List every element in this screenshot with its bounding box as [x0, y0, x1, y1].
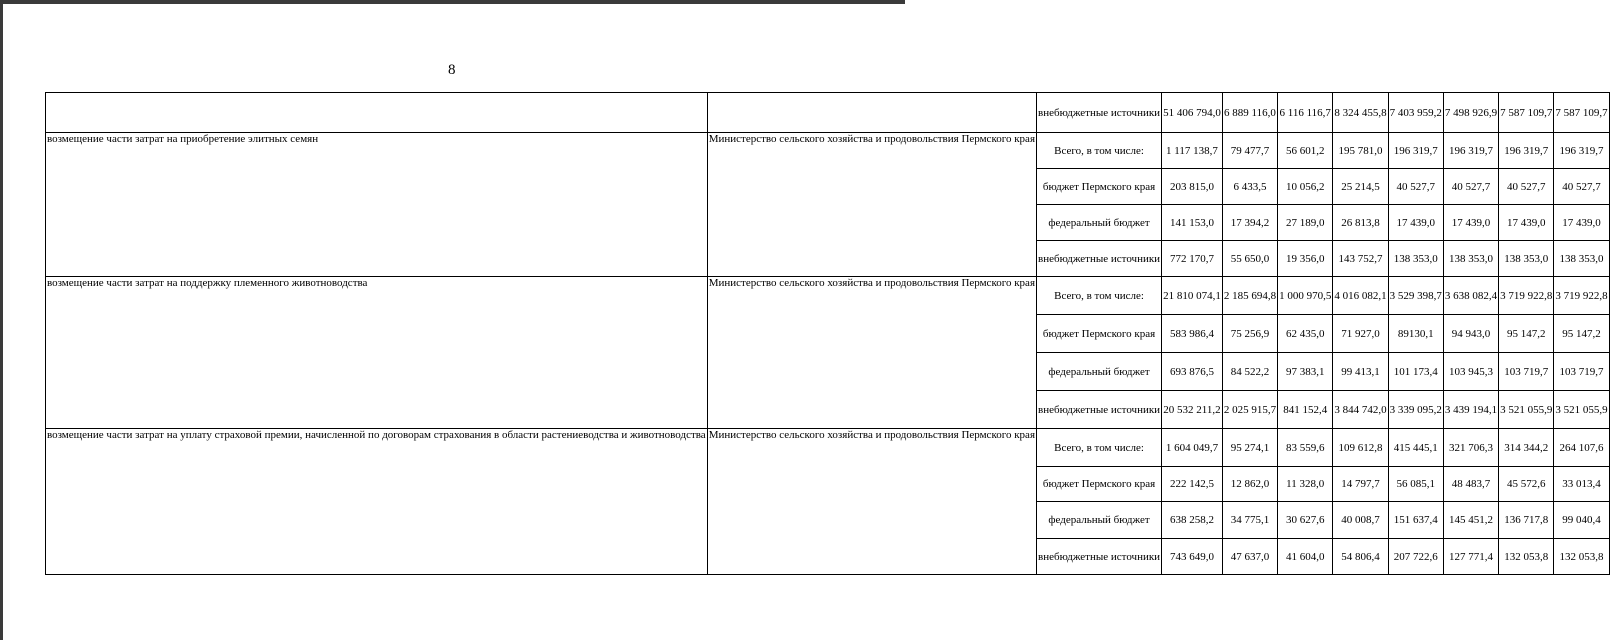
value-cell: 196 319,7 [1554, 133, 1609, 169]
value-cell: 207 722,6 [1388, 539, 1443, 575]
source-cell: бюджет Пермского края [1037, 315, 1162, 353]
source-cell: Всего, в том числе: [1037, 277, 1162, 315]
value-cell: 56 601,2 [1278, 133, 1333, 169]
value-cell: 1 000 970,5 [1278, 277, 1333, 315]
value-cell: 40 527,7 [1499, 169, 1554, 205]
value-cell: 2 025 915,7 [1222, 391, 1277, 429]
value-cell: 17 394,2 [1222, 205, 1277, 241]
value-cell: 103 719,7 [1499, 353, 1554, 391]
description-cell [46, 93, 708, 133]
value-cell: 138 353,0 [1388, 241, 1443, 277]
value-cell: 99 413,1 [1333, 353, 1388, 391]
value-cell: 41 604,0 [1278, 539, 1333, 575]
value-cell: 33 013,4 [1554, 467, 1609, 502]
value-cell: 195 781,0 [1333, 133, 1388, 169]
value-cell: 1 604 049,7 [1162, 429, 1223, 467]
value-cell: 17 439,0 [1499, 205, 1554, 241]
value-cell: 7 403 959,2 [1388, 93, 1443, 133]
value-cell: 17 439,0 [1443, 205, 1498, 241]
value-cell: 3 529 398,7 [1388, 277, 1443, 315]
value-cell: 7 587 109,7 [1554, 93, 1609, 133]
page-frame-left [0, 0, 3, 640]
value-cell: 84 522,2 [1222, 353, 1277, 391]
value-cell: 103 719,7 [1554, 353, 1609, 391]
value-cell: 62 435,0 [1278, 315, 1333, 353]
value-cell: 75 256,9 [1222, 315, 1277, 353]
page-frame-top [0, 0, 905, 4]
value-cell: 71 927,0 [1333, 315, 1388, 353]
value-cell: 138 353,0 [1499, 241, 1554, 277]
value-cell: 55 650,0 [1222, 241, 1277, 277]
value-cell: 10 056,2 [1278, 169, 1333, 205]
description-cell: возмещение части затрат на приобретение элитных семян [46, 133, 708, 277]
table-row [46, 133, 1610, 169]
description-cell: возмещение части затрат на поддержку племенного животноводства [46, 277, 708, 429]
value-cell: 6 889 116,0 [1222, 93, 1277, 133]
value-cell: 3 844 742,0 [1333, 391, 1388, 429]
value-cell: 40 527,7 [1388, 169, 1443, 205]
value-cell: 151 637,4 [1388, 502, 1443, 539]
value-cell: 109 612,8 [1333, 429, 1388, 467]
table-row [46, 93, 1610, 133]
value-cell: 99 040,4 [1554, 502, 1609, 539]
value-cell: 95 274,1 [1222, 429, 1277, 467]
source-cell: внебюджетные источники [1037, 241, 1162, 277]
value-cell: 103 945,3 [1443, 353, 1498, 391]
value-cell: 583 986,4 [1162, 315, 1223, 353]
value-cell: 222 142,5 [1162, 467, 1223, 502]
value-cell: 3 719 922,8 [1499, 277, 1554, 315]
value-cell: 6 116 116,7 [1278, 93, 1333, 133]
table-row [46, 429, 1610, 467]
value-cell: 6 433,5 [1222, 169, 1277, 205]
ministry-cell: Министерство сельского хозяйства и продовольствия Пермского края [707, 277, 1036, 429]
value-cell: 3 719 922,8 [1554, 277, 1609, 315]
value-cell: 95 147,2 [1499, 315, 1554, 353]
value-cell: 56 085,1 [1388, 467, 1443, 502]
ministry-cell: Министерство сельского хозяйства и продовольствия Пермского края [707, 133, 1036, 277]
value-cell: 3 521 055,9 [1554, 391, 1609, 429]
value-cell: 321 706,3 [1443, 429, 1498, 467]
value-cell: 772 170,7 [1162, 241, 1223, 277]
source-cell: Всего, в том числе: [1037, 429, 1162, 467]
value-cell: 145 451,2 [1443, 502, 1498, 539]
value-cell: 26 813,8 [1333, 205, 1388, 241]
value-cell: 40 008,7 [1333, 502, 1388, 539]
value-cell: 136 717,8 [1499, 502, 1554, 539]
value-cell: 11 328,0 [1278, 467, 1333, 502]
value-cell: 264 107,6 [1554, 429, 1609, 467]
value-cell: 3 439 194,1 [1443, 391, 1498, 429]
source-cell: внебюджетные источники [1037, 391, 1162, 429]
value-cell: 2 185 694,8 [1222, 277, 1277, 315]
value-cell: 17 439,0 [1554, 205, 1609, 241]
value-cell: 25 214,5 [1333, 169, 1388, 205]
value-cell: 203 815,0 [1162, 169, 1223, 205]
value-cell: 143 752,7 [1333, 241, 1388, 277]
value-cell: 94 943,0 [1443, 315, 1498, 353]
value-cell: 132 053,8 [1499, 539, 1554, 575]
ministry-cell [707, 93, 1036, 133]
value-cell: 3 521 055,9 [1499, 391, 1554, 429]
value-cell: 19 356,0 [1278, 241, 1333, 277]
value-cell: 7 498 926,9 [1443, 93, 1498, 133]
value-cell: 132 053,8 [1554, 539, 1609, 575]
value-cell: 101 173,4 [1388, 353, 1443, 391]
value-cell: 20 532 211,2 [1162, 391, 1223, 429]
value-cell: 1 117 138,7 [1162, 133, 1223, 169]
value-cell: 40 527,7 [1443, 169, 1498, 205]
value-cell: 638 258,2 [1162, 502, 1223, 539]
description-cell: возмещение части затрат на уплату страховой премии, начисленной по договорам страхования в области растениеводства и животноводства [46, 429, 708, 575]
value-cell: 743 649,0 [1162, 539, 1223, 575]
value-cell: 27 189,0 [1278, 205, 1333, 241]
source-cell: внебюджетные источники [1037, 539, 1162, 575]
value-cell: 30 627,6 [1278, 502, 1333, 539]
value-cell: 196 319,7 [1388, 133, 1443, 169]
value-cell: 141 153,0 [1162, 205, 1223, 241]
value-cell: 841 152,4 [1278, 391, 1333, 429]
ministry-cell: Министерство сельского хозяйства и продовольствия Пермского края [707, 429, 1036, 575]
value-cell: 7 587 109,7 [1499, 93, 1554, 133]
value-cell: 138 353,0 [1443, 241, 1498, 277]
value-cell: 17 439,0 [1388, 205, 1443, 241]
value-cell: 415 445,1 [1388, 429, 1443, 467]
page-number: 8 [448, 62, 456, 78]
value-cell: 51 406 794,0 [1162, 93, 1223, 133]
value-cell: 40 527,7 [1554, 169, 1609, 205]
value-cell: 48 483,7 [1443, 467, 1498, 502]
funding-table [45, 92, 1610, 575]
value-cell: 47 637,0 [1222, 539, 1277, 575]
value-cell: 127 771,4 [1443, 539, 1498, 575]
value-cell: 196 319,7 [1443, 133, 1498, 169]
value-cell: 54 806,4 [1333, 539, 1388, 575]
source-cell: федеральный бюджет [1037, 353, 1162, 391]
value-cell: 97 383,1 [1278, 353, 1333, 391]
source-cell: Всего, в том числе: [1037, 133, 1162, 169]
value-cell: 196 319,7 [1499, 133, 1554, 169]
source-cell: федеральный бюджет [1037, 205, 1162, 241]
source-cell: бюджет Пермского края [1037, 169, 1162, 205]
value-cell: 79 477,7 [1222, 133, 1277, 169]
value-cell: 83 559,6 [1278, 429, 1333, 467]
value-cell: 138 353,0 [1554, 241, 1609, 277]
value-cell: 95 147,2 [1554, 315, 1609, 353]
value-cell: 45 572,6 [1499, 467, 1554, 502]
value-cell: 4 016 082,1 [1333, 277, 1388, 315]
table-row [46, 277, 1610, 315]
value-cell: 14 797,7 [1333, 467, 1388, 502]
value-cell: 21 810 074,1 [1162, 277, 1223, 315]
value-cell: 12 862,0 [1222, 467, 1277, 502]
value-cell: 314 344,2 [1499, 429, 1554, 467]
value-cell: 8 324 455,8 [1333, 93, 1388, 133]
value-cell: 3 339 095,2 [1388, 391, 1443, 429]
value-cell: 89130,1 [1388, 315, 1443, 353]
value-cell: 34 775,1 [1222, 502, 1277, 539]
value-cell: 3 638 082,4 [1443, 277, 1498, 315]
value-cell: 693 876,5 [1162, 353, 1223, 391]
source-cell: внебюджетные источники [1037, 93, 1162, 133]
source-cell: бюджет Пермского края [1037, 467, 1162, 502]
source-cell: федеральный бюджет [1037, 502, 1162, 539]
